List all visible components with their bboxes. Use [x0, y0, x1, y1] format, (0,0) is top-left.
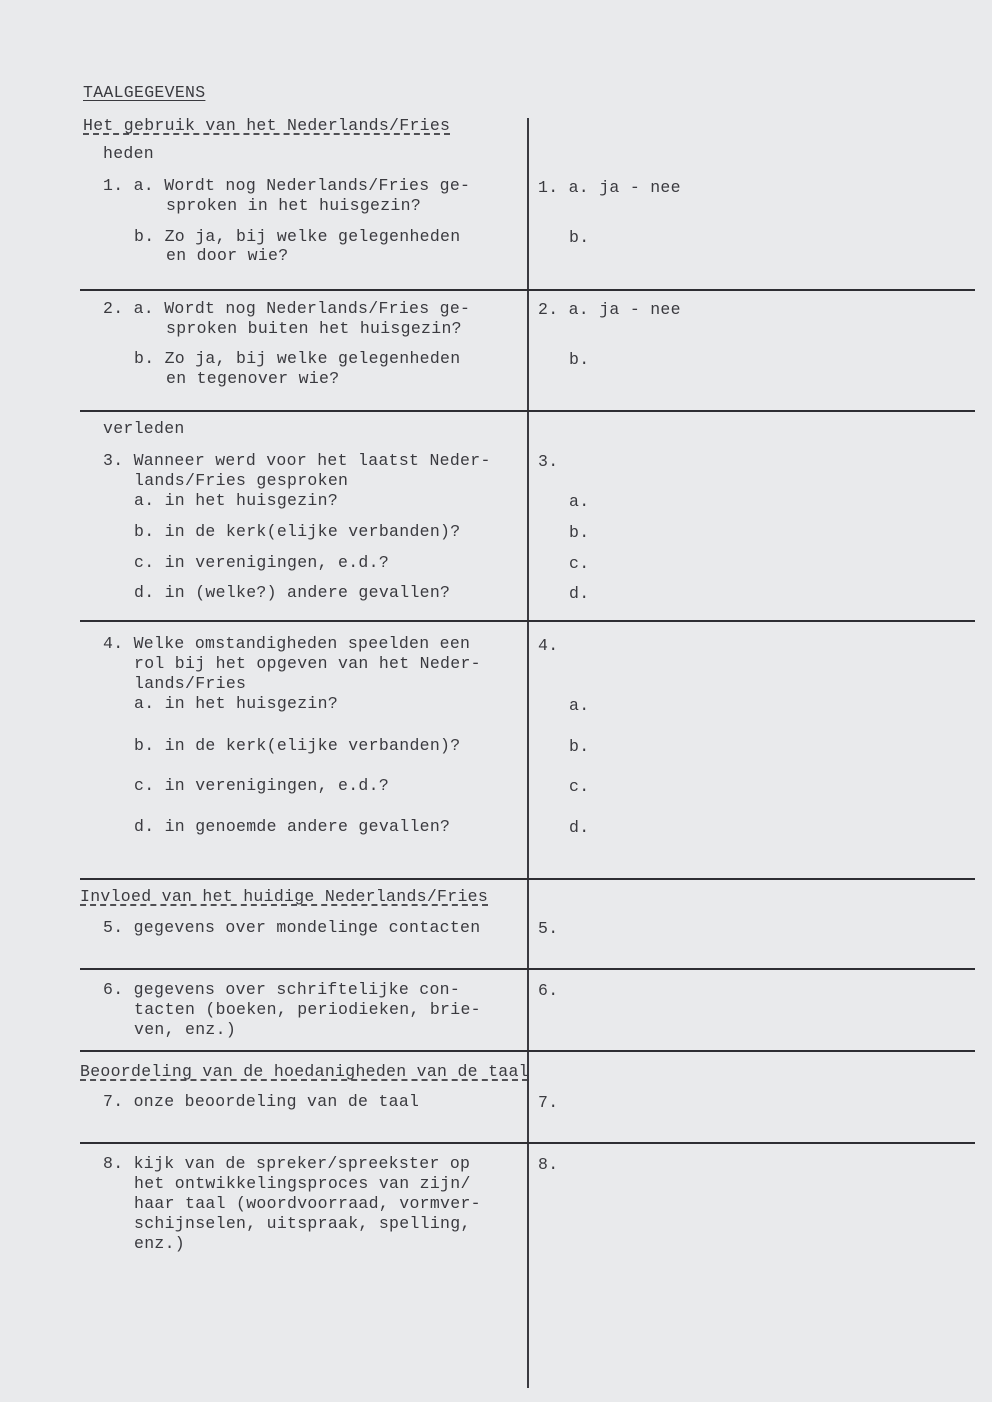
- question-1a-line1: 1. a. Wordt nog Nederlands/Fries ge-: [103, 176, 471, 195]
- question-1b-line1: b. Zo ja, bij welke gelegenheden: [134, 227, 461, 246]
- answer-3[interactable]: 3.: [538, 452, 559, 471]
- answer-8[interactable]: 8.: [538, 1155, 559, 1174]
- question-4-line3: lands/Fries: [134, 674, 247, 693]
- question-3d: d. in (welke?) andere gevallen?: [134, 583, 451, 602]
- section-heading-invloed: Invloed van het huidige Nederlands/Fries: [80, 887, 489, 906]
- question-2b-line2: en tegenover wie?: [166, 369, 340, 388]
- subheading-heden: heden: [103, 144, 155, 163]
- answer-4c[interactable]: c.: [569, 777, 590, 796]
- section-heading-gebruik: Het gebruik van het Nederlands/Fries: [83, 116, 451, 135]
- answer-7[interactable]: 7.: [538, 1093, 559, 1112]
- question-6-line2: tacten (boeken, periodieken, brie-: [134, 1000, 481, 1019]
- row-divider: [80, 968, 975, 970]
- row-divider: [80, 620, 975, 622]
- row-divider: [80, 1142, 975, 1144]
- question-3b: b. in de kerk(elijke verbanden)?: [134, 522, 461, 541]
- question-8-line1: 8. kijk van de spreker/spreekster op: [103, 1154, 471, 1173]
- question-2a-line1: 2. a. Wordt nog Nederlands/Fries ge-: [103, 299, 471, 318]
- question-4-line1: 4. Welke omstandigheden speelden een: [103, 634, 471, 653]
- question-3-line1: 3. Wanneer werd voor het laatst Neder-: [103, 451, 491, 470]
- column-divider: [527, 118, 529, 1388]
- question-7: 7. onze beoordeling van de taal: [103, 1092, 420, 1111]
- answer-5[interactable]: 5.: [538, 919, 559, 938]
- question-4a: a. in het huisgezin?: [134, 694, 339, 713]
- question-3c: c. in verenigingen, e.d.?: [134, 553, 390, 572]
- row-divider: [80, 289, 975, 291]
- subheading-verleden: verleden: [103, 419, 185, 438]
- answer-3b[interactable]: b.: [569, 523, 590, 542]
- question-4c: c. in verenigingen, e.d.?: [134, 776, 390, 795]
- question-4-line2: rol bij het opgeven van het Neder-: [134, 654, 481, 673]
- question-1b-line2: en door wie?: [166, 246, 289, 265]
- question-8-line3: haar taal (woordvoorraad, vormver-: [134, 1194, 481, 1213]
- question-8-line2: het ontwikkelingsproces van zijn/: [134, 1174, 471, 1193]
- question-3a: a. in het huisgezin?: [134, 491, 339, 510]
- question-6-line1: 6. gegevens over schriftelijke con-: [103, 980, 461, 999]
- question-3-line2: lands/Fries gesproken: [134, 471, 349, 490]
- answer-3a[interactable]: a.: [569, 492, 590, 511]
- document-title: TAALGEGEVENS: [83, 83, 206, 102]
- answer-3c[interactable]: c.: [569, 554, 590, 573]
- answer-3d[interactable]: d.: [569, 584, 590, 603]
- answer-2a[interactable]: 2. a. ja - nee: [538, 300, 681, 319]
- question-4b: b. in de kerk(elijke verbanden)?: [134, 736, 461, 755]
- question-6-line3: ven, enz.): [134, 1020, 237, 1039]
- answer-6[interactable]: 6.: [538, 981, 559, 1000]
- answer-1b[interactable]: b.: [569, 228, 590, 247]
- question-8-line4: schijnselen, uitspraak, spelling,: [134, 1214, 471, 1233]
- section-heading-beoordeling: Beoordeling van de hoedanigheden van de taal: [80, 1062, 529, 1081]
- question-8-line5: enz.): [134, 1234, 186, 1253]
- answer-1a[interactable]: 1. a. ja - nee: [538, 178, 681, 197]
- row-divider: [80, 878, 975, 880]
- answer-4a[interactable]: a.: [569, 696, 590, 715]
- answer-4b[interactable]: b.: [569, 737, 590, 756]
- question-2a-line2: sproken buiten het huisgezin?: [166, 319, 462, 338]
- question-1a-line2: sproken in het huisgezin?: [166, 196, 422, 215]
- row-divider: [80, 1050, 975, 1052]
- answer-4d[interactable]: d.: [569, 818, 590, 837]
- question-4d: d. in genoemde andere gevallen?: [134, 817, 451, 836]
- row-divider: [80, 410, 975, 412]
- question-5: 5. gegevens over mondelinge contacten: [103, 918, 481, 937]
- answer-4[interactable]: 4.: [538, 636, 559, 655]
- answer-2b[interactable]: b.: [569, 350, 590, 369]
- question-2b-line1: b. Zo ja, bij welke gelegenheden: [134, 349, 461, 368]
